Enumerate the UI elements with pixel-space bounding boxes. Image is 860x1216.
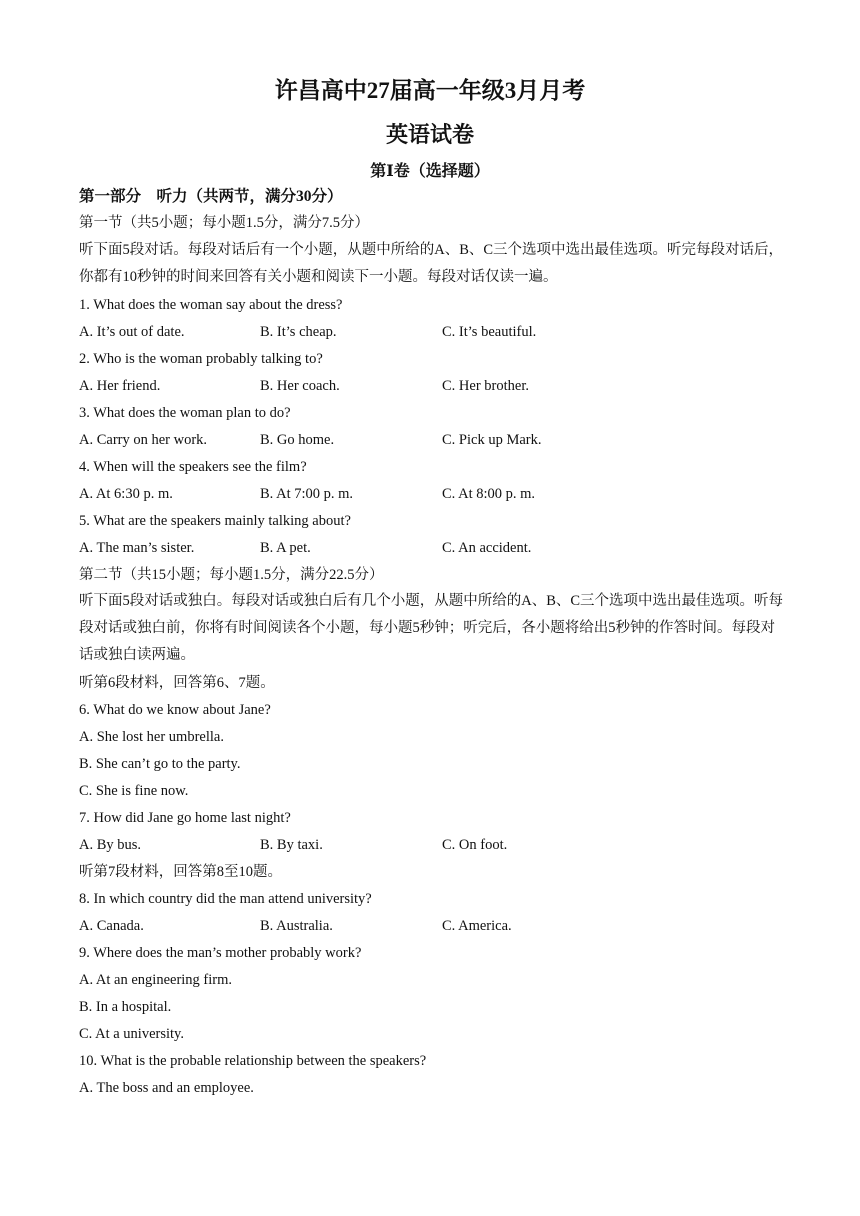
question-stem: 10. What is the probable relationship between the speakers? (79, 1053, 427, 1069)
section2-heading: 第二节（共15小题；每小题1.5分，满分22.5分） (79, 567, 384, 583)
option-b: B. At 7:00 p. m. (260, 486, 354, 502)
option-c: C. On foot. (442, 837, 508, 853)
option-c: C. She is fine now. (79, 783, 189, 799)
question-stem: 7. How did Jane go home last night? (79, 810, 291, 826)
material-7-note: 听第7段材料，回答第8至10题。 (79, 864, 282, 880)
question-stem: 4. When will the speakers see the film? (79, 459, 307, 475)
option-c: C. An accident. (442, 540, 532, 556)
option-a: A. Canada. (79, 918, 144, 934)
option-a: A. The man’s sister. (79, 540, 195, 556)
option-b: B. In a hospital. (79, 999, 172, 1015)
option-c: C. Pick up Mark. (442, 432, 542, 448)
material-6-note: 听第6段材料，回答第6、7题。 (79, 675, 275, 691)
option-b: B. Her coach. (260, 378, 340, 394)
option-a: A. Her friend. (79, 378, 161, 394)
option-c: C. Her brother. (442, 378, 529, 394)
option-b: B. Go home. (260, 432, 335, 448)
volume-heading: 第Ⅰ卷（选择题） (370, 163, 490, 180)
option-c: C. At a university. (79, 1026, 184, 1042)
exam-title: 许昌高中27届高一年级3月月考 (274, 78, 586, 103)
question-stem: 6. What do we know about Jane? (79, 702, 271, 718)
option-b: B. It’s cheap. (260, 324, 337, 340)
section1-heading: 第一节（共5小题；每小题1.5分，满分7.5分） (79, 215, 369, 231)
option-a: A. By bus. (79, 837, 142, 853)
option-a: A. At an engineering firm. (79, 972, 233, 988)
question-stem: 5. What are the speakers mainly talking about? (79, 513, 351, 529)
section2-instructions: 听下面5段对话或独白。每段对话或独白后有几个小题，从题中所给的A、B、C三个选项中选出最佳选项。听每段对话或独白前，你将有时间阅读各个小题，每小题5秒钟；听完后，各小题将给出5秒钟的作答时间。每段对话或独白读两遍。 (79, 593, 784, 663)
option-a: A. It’s out of date. (79, 324, 185, 340)
exam-subtitle: 英语试卷 (385, 122, 474, 147)
option-a: A. Carry on her work. (79, 432, 208, 448)
option-b: B. She can’t go to the party. (79, 756, 241, 772)
question-stem: 3. What does the woman plan to do? (79, 405, 291, 421)
question-stem: 8. In which country did the man attend university? (79, 891, 372, 907)
option-b: B. By taxi. (260, 837, 323, 853)
option-c: C. It’s beautiful. (442, 324, 537, 340)
option-c: C. At 8:00 p. m. (442, 486, 536, 502)
option-a: A. At 6:30 p. m. (79, 486, 173, 502)
option-b: B. Australia. (260, 918, 333, 934)
option-b: B. A pet. (260, 540, 311, 556)
option-c: C. America. (442, 918, 512, 934)
option-a: A. She lost her umbrella. (79, 729, 224, 745)
question-stem: 9. Where does the man’s mother probably work? (79, 945, 362, 961)
part1-heading: 第一部分 听力（共两节，满分30分） (79, 188, 343, 205)
section1-instructions: 听下面5段对话。每段对话后有一个小题，从题中所给的A、B、C三个选项中选出最佳选项。听完每段对话后，你都有10秒钟的时间来回答有关小题和阅读下一小题。每段对话仅读一遍。 (79, 242, 784, 285)
question-stem: 2. Who is the woman probably talking to? (79, 351, 323, 367)
option-a: A. The boss and an employee. (79, 1080, 254, 1096)
question-stem: 1. What does the woman say about the dress? (79, 297, 343, 313)
